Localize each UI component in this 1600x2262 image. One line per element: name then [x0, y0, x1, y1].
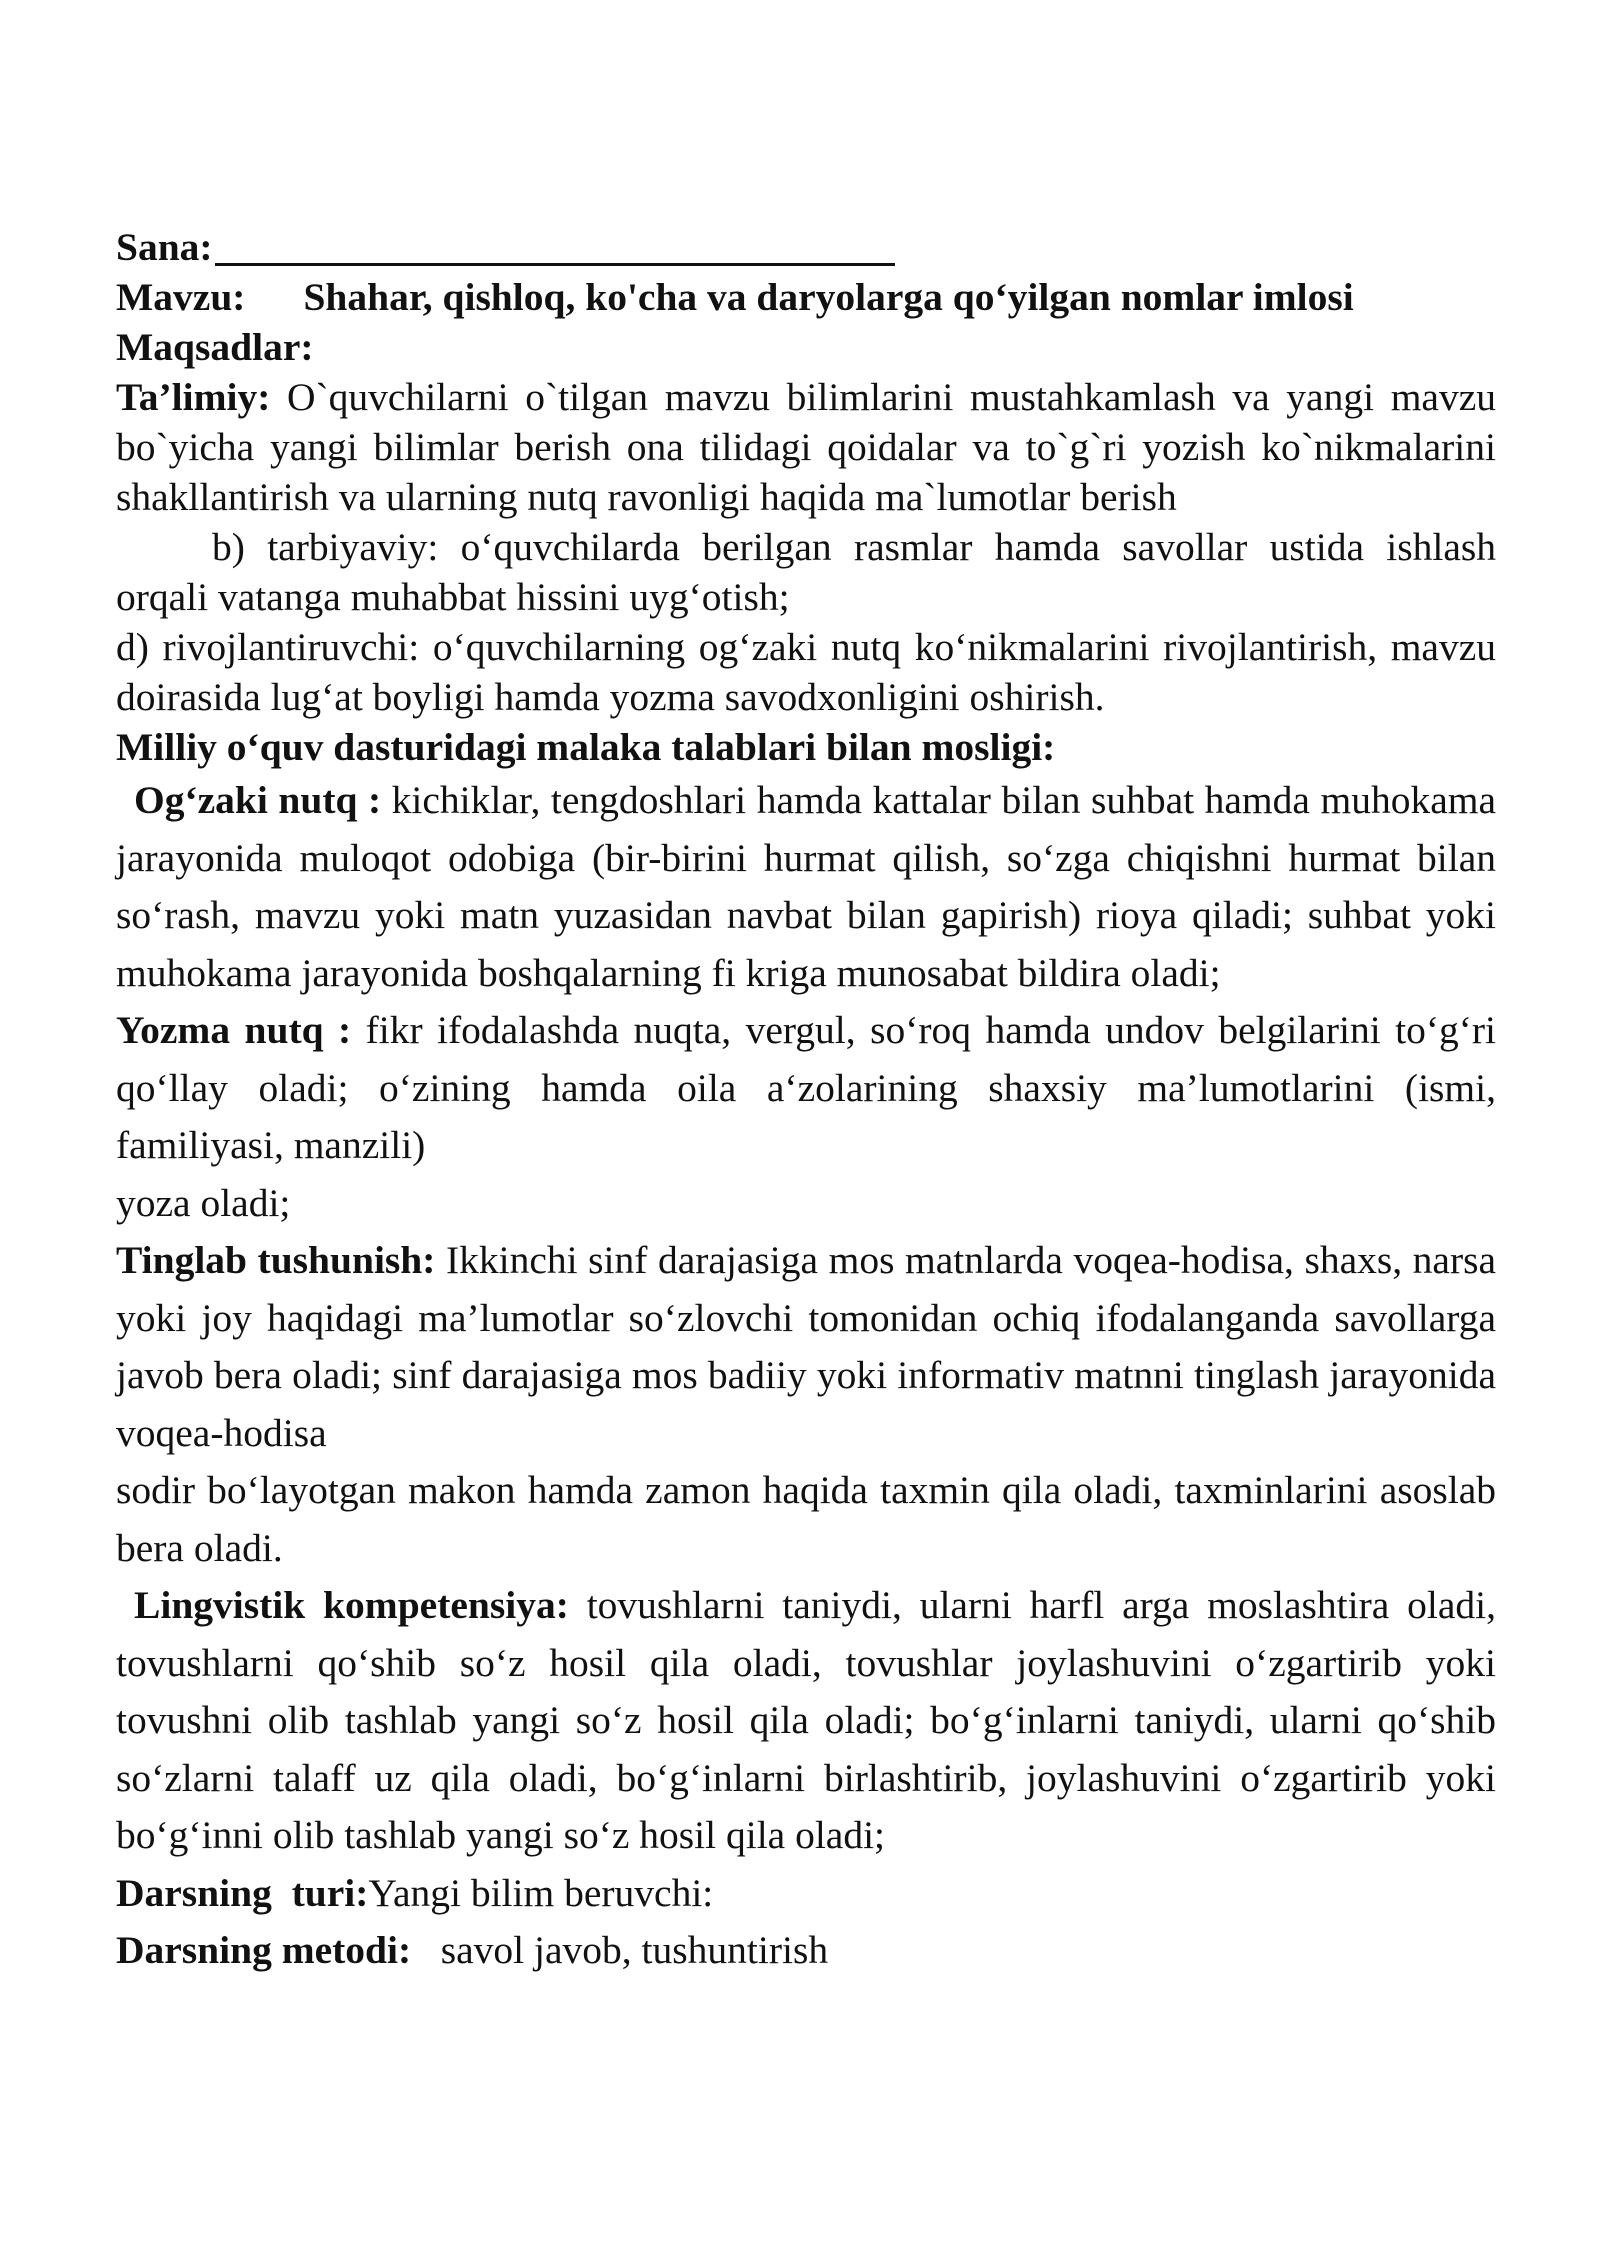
darsning-metodi-value: savol javob, tushuntirish: [411, 1928, 829, 1972]
tinglab-continuation: sodir bo‘layotgan makon hamda zamon haqida taxmin qila oladi, taxminlarini asoslab bera oladi.: [116, 1468, 1496, 1570]
lingvistik-text: tovushlarni taniydi, ularni harfl arga moslashtira oladi, tovushlarni qo‘shib so‘z hosil qila oladi, tovushlar joylashuvini o‘zgartirib yoki tovushni olib tashlab yangi so‘z hosil qila oladi; bo‘g‘inlarni taniydi, ularni qo‘shib so‘zlarni talaff uz qila oladi, bo‘g‘inlarni birlashtirib, joylashuvini o‘zgartirib yoki bo‘g‘inni olib tashlab yangi so‘z hosil qila oladi;: [116, 1583, 1496, 1857]
sana-blank-line: [215, 223, 895, 266]
tinglab-text: Ikkinchi sinf darajasiga mos matnlarda voqea-hodisa, shaxs, narsa yoki joy haqidagi ma’lumotlar so‘zlovchi tomonidan ochiq ifodalanganda savollarga javob bera oladi; sinf darajasiga mos badiiy yoki informativ matnni tinglash jarayonida voqea-hodisa: [116, 1238, 1497, 1455]
lesson-plan-page: [116, 222, 1496, 1980]
lingvistik-label: Lingvistik kompetensiya:: [134, 1583, 569, 1627]
mavzu-value: Shahar, qishloq, ko'cha va daryolarga qo‘yilgan nomlar imlosi: [303, 275, 1354, 319]
yozma-text: fikr ifodalashda nuqta, vergul, so‘roq hamda undov belgilarini to‘g‘ri qo‘llay oladi; o‘zining hamda oila a‘zolarining shaxsiy ma’lumotlarini (ismi, familiyasi, manzili): [116, 1008, 1497, 1167]
maqsadlar-heading: Maqsadlar:: [116, 325, 314, 369]
sana-row: [116, 222, 1496, 272]
tarbiyaviy-paragraph: b) tarbiyaviy: o‘quvchilarda berilgan rasmlar hamda savollar ustida ishlash orqali vatanga muhabbat hissini uyg‘otish;: [116, 525, 1496, 619]
yozma-paragraph: [116, 1002, 1496, 1175]
mavzu-label: Mavzu:: [116, 275, 246, 319]
darsning-metodi-label: Darsning metodi:: [116, 1928, 412, 1972]
darsning-turi-value: Yangi bilim beruvchi:: [368, 1870, 714, 1915]
darsning-turi-label: Darsning turi:: [116, 1870, 369, 1915]
darsning-metodi-row: [116, 1922, 1496, 1980]
lingvistik-paragraph: [116, 1577, 1496, 1865]
ogzaki-label: Og‘zaki nutq :: [134, 778, 382, 822]
talimiy-text: O`quvchilarni o`tilgan mavzu bilimlarini mustahkamlash va yangi mavzu bo`yicha yangi bilimlar berish ona tilidagi qoidalar va to`g`ri yozish ko`nikmalarini shakllantirish va ularning nutq ravonligi haqida ma`lumotlar berish: [116, 375, 1496, 519]
yozma-label: Yozma nutq :: [116, 1008, 352, 1052]
tinglab-paragraph: [116, 1232, 1496, 1462]
ogzaki-text: kichiklar, tengdoshlari hamda kattalar bilan suhbat hamda muhokama jarayonida muloqot odobiga (bir-birini hurmat qilish, so‘zga chiqishni hurmat bilan so‘rash, mavzu yoki matn yuzasidan navbat bilan gapirish) rioya qiladi; suhbat yoki muhokama jarayonida boshqalarning fi kriga munosabat bildira oladi;: [116, 778, 1496, 995]
mavzu-row: [116, 272, 1496, 322]
tinglab-label: Tinglab tushunish:: [116, 1238, 436, 1282]
rivojlantiruvchi-paragraph: d) rivojlantiruvchi: o‘quvchilarning og‘zaki nutq ko‘nikmalarini rivojlantirish, mavzu doirasida lug‘at boyligi hamda yozma savodxonligini oshirish.: [116, 625, 1496, 719]
talimiy-paragraph: [116, 372, 1496, 522]
sana-label: Sana:: [116, 225, 213, 269]
talimiy-label: Ta’limiy:: [116, 375, 271, 419]
darsning-turi-row: [116, 1865, 1496, 1923]
yozma-continuation: yoza oladi;: [116, 1180, 291, 1225]
ogzaki-paragraph: [116, 772, 1496, 1002]
milliy-heading: Milliy o‘quv dasturidagi malaka talablari bilan mosligi:: [116, 725, 1056, 769]
